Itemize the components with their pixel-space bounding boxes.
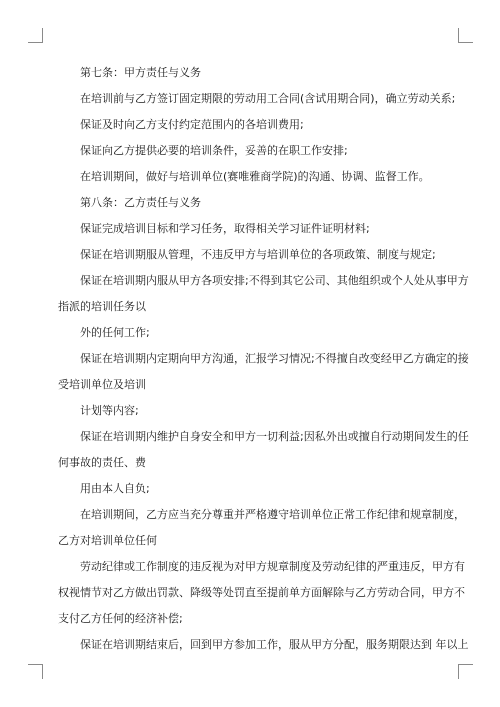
paragraph: 劳动纪律或工作制度的违反视为对甲方规章制度及劳动纪律的严重违反，甲方有 [80,560,465,573]
paragraph-continuation: 乙方对培训单位任何 [58,534,157,547]
paragraph: 保证及时向乙方支付约定范围内的各培训费用; [80,118,304,131]
paragraph: 保证向乙方提供必要的培训条件，妥善的在职工作安排; [80,144,348,157]
paragraph-continuation: 指派的培训任务以 [58,300,146,313]
paragraph: 保证在培训期结束后，回到甲方参加工作，服从甲方分配，服务期限达到 年以上 [80,638,469,651]
paragraph-continuation: 支付乙方任何的经济补偿; [58,612,183,625]
paragraph-continuation: 何事故的责任、费 [58,456,146,469]
paragraph: 保证在培训期服从管理，不违反甲方与培训单位的各项政策、制度与规定; [80,248,436,261]
crop-mark-top-right [458,28,473,43]
paragraph: 保证在培训期内服从甲方各项安排;不得到其它公司、其他组织或个人处从事甲方 [80,274,469,287]
paragraph: 保证在培训期内定期向甲方沟通，汇报学习情况;不得擅自改变经甲乙方确定的接 [80,352,469,365]
paragraph: 在培训前与乙方签订固定期限的劳动用工合同(含试用期合同)，确立劳动关系; [80,92,456,105]
paragraph: 在培训期间，做好与培训单位(赛唯雅商学院)的沟通、协调、监督工作。 [80,170,430,183]
paragraph: 外的任何工作; [80,326,150,339]
paragraph: 保证完成培训目标和学习任务，取得相关学习证件证明材料; [80,222,370,235]
crop-mark-bottom-left [28,664,43,679]
crop-mark-bottom-right [458,664,473,679]
paragraph-continuation: 受培训单位及培训 [58,378,146,391]
article-7-heading: 第七条：甲方责任与义务 [80,66,201,79]
paragraph: 计划等内容; [80,404,139,417]
document-body [58,66,469,652]
paragraph: 在培训期间，乙方应当充分尊重并严格遵守培训单位正常工作纪律和规章制度， [80,508,465,521]
crop-mark-top-left [28,28,43,43]
article-8-heading: 第八条：乙方责任与义务 [80,196,201,209]
paragraph-continuation: 权视情节对乙方做出罚款、降级等处罚直至提前单方面解除与乙方劳动合同，甲方不 [58,586,465,599]
paragraph: 保证在培训期内维护自身安全和甲方一切利益;因私外出或擅自行动期间发生的任 [80,430,469,443]
paragraph: 用由本人自负; [80,482,150,495]
